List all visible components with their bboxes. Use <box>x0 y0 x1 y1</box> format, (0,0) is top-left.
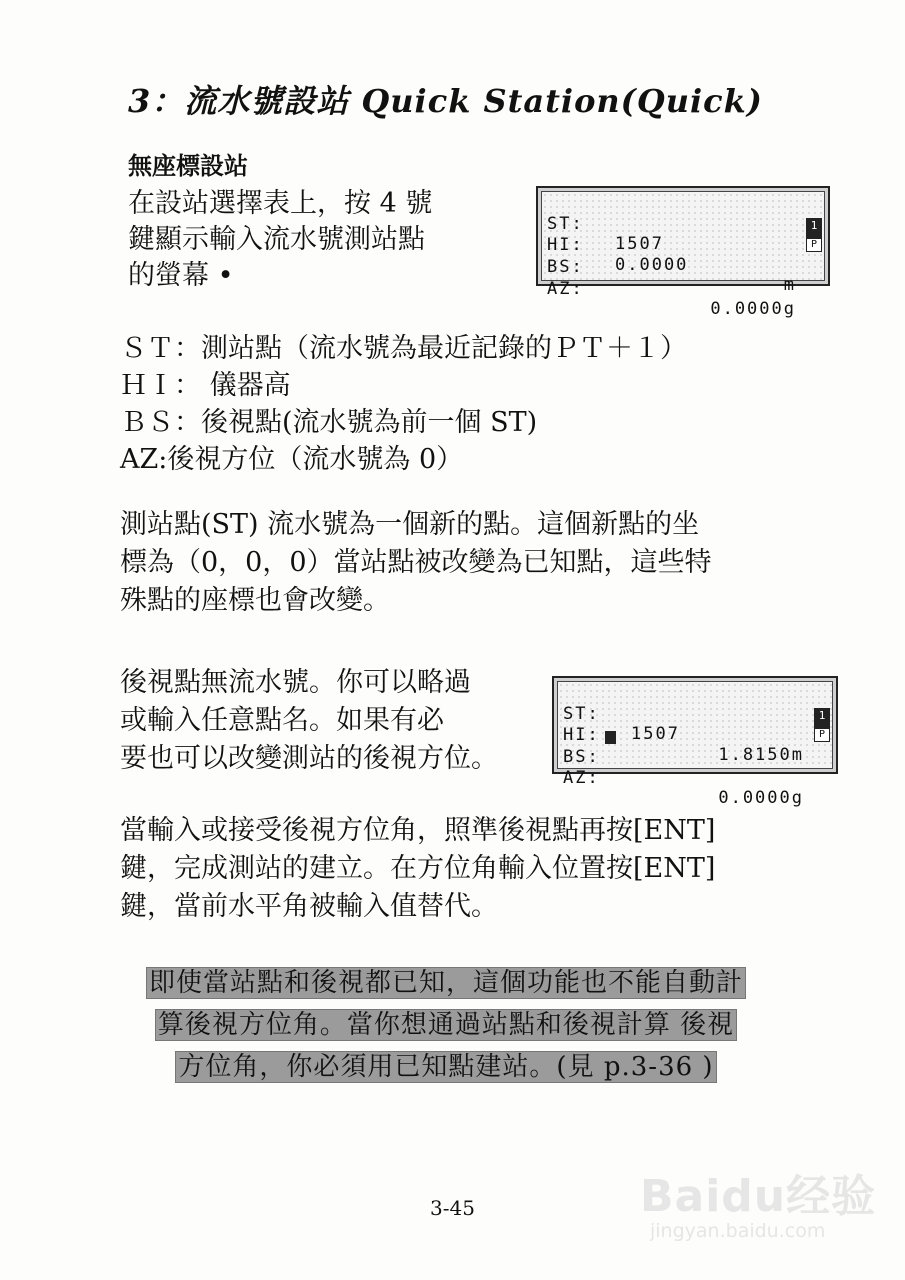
lcd-label: HI: <box>563 725 600 745</box>
paragraph-line: 鍵，完成測站的建立。在方位角輸入位置按[ENT] <box>120 853 716 884</box>
intro-paragraph <box>128 186 432 294</box>
paragraph-line: 後視點無流水號。你可以略過 <box>120 667 471 698</box>
lcd-label: HI: <box>547 235 584 255</box>
note-line <box>118 1004 774 1046</box>
note-text: 方位角，你必須用已知點建站。(見 p.3-36 ) <box>175 1051 716 1083</box>
paragraph-line: 或輸入任意點名。如果有必 <box>120 705 444 736</box>
lcd-value: 1.8150m <box>718 745 804 765</box>
paragraph-line: 鍵，當前水平角被輸入值替代。 <box>120 891 498 922</box>
note-line <box>118 1046 774 1088</box>
intro-line: 在設站選擇表上，按 4 號 <box>128 188 433 219</box>
lcd-label: ST: <box>563 704 600 724</box>
note-line <box>118 962 774 1004</box>
lcd-screen-backsight <box>552 676 838 808</box>
intro-line: 的螢幕 • <box>128 260 234 291</box>
definition-st: ＳＴ：測站點（流水號為最近記錄的ＰＴ＋１） <box>120 333 687 364</box>
lcd-label: AZ: <box>547 279 584 299</box>
confirm-paragraph <box>120 812 715 926</box>
lcd-label: BS: <box>547 257 584 277</box>
highlighted-note <box>118 962 774 1088</box>
paragraph-line: 標為（0，0，0）當站點被改變為已知點，這些特 <box>120 547 712 578</box>
watermark-logo: Baidu经验 <box>640 1171 877 1222</box>
lcd-value: 1507 <box>631 724 680 744</box>
section-subheading: 無座標設站 <box>128 151 248 180</box>
page-tab-icon: 1 <box>814 708 830 728</box>
lcd-label: AZ: <box>563 768 600 788</box>
lcd-label: ST: <box>547 214 584 234</box>
lcd-display <box>557 681 833 808</box>
paragraph-line: 當輸入或接受後視方位角，照準後視點再按[ENT] <box>120 815 716 846</box>
definition-az: AZ:後視方位（流水號為 0） <box>120 444 464 475</box>
watermark-url: jingyan.baidu.com <box>650 1220 826 1242</box>
paragraph-line: 測站點(ST) 流水號為一個新的點。這個新點的坐 <box>120 509 700 540</box>
sub-page-icon: P <box>814 728 830 742</box>
intro-line: 鍵顯示輸入流水號測站點 <box>128 224 425 255</box>
station-paragraph <box>120 506 712 620</box>
definition-hi: ＨＩ： 儀器高 <box>120 370 291 401</box>
lcd-unit: m <box>783 275 796 295</box>
lcd-row-az <box>561 748 808 808</box>
input-cursor <box>605 731 616 744</box>
paragraph-line: 殊點的座標也會改變。 <box>120 585 390 616</box>
page-title: 3：流水號設站 Quick Station(Quick) <box>128 82 763 120</box>
sub-page-icon: P <box>806 238 822 252</box>
lcd-screen-station-input <box>536 186 830 319</box>
page-tab-icon: 1 <box>806 218 822 238</box>
lcd-value: 0.0000g <box>718 788 804 808</box>
lcd-value: 1507 <box>615 234 664 254</box>
definition-bs: ＢＳ：後視點(流水號為前一個 ST) <box>120 407 538 438</box>
note-text: 即使當站點和後視都已知，這個功能也不能自動計 <box>146 967 746 999</box>
watermark <box>640 1160 880 1242</box>
field-definitions <box>120 330 687 478</box>
paragraph-line: 要也可以改變測站的後視方位。 <box>120 743 498 774</box>
lcd-value: 0.0000 <box>615 255 689 275</box>
lcd-value: 0.0000g <box>710 299 796 319</box>
page-number: 3-45 <box>430 1196 475 1220</box>
note-text: 算後視方位角。當你想通過站點和後視計算 後視 <box>155 1009 737 1041</box>
lcd-display <box>541 191 825 319</box>
lcd-label: BS: <box>563 747 600 767</box>
backsight-paragraph <box>120 664 498 778</box>
lcd-row-az <box>545 259 800 319</box>
